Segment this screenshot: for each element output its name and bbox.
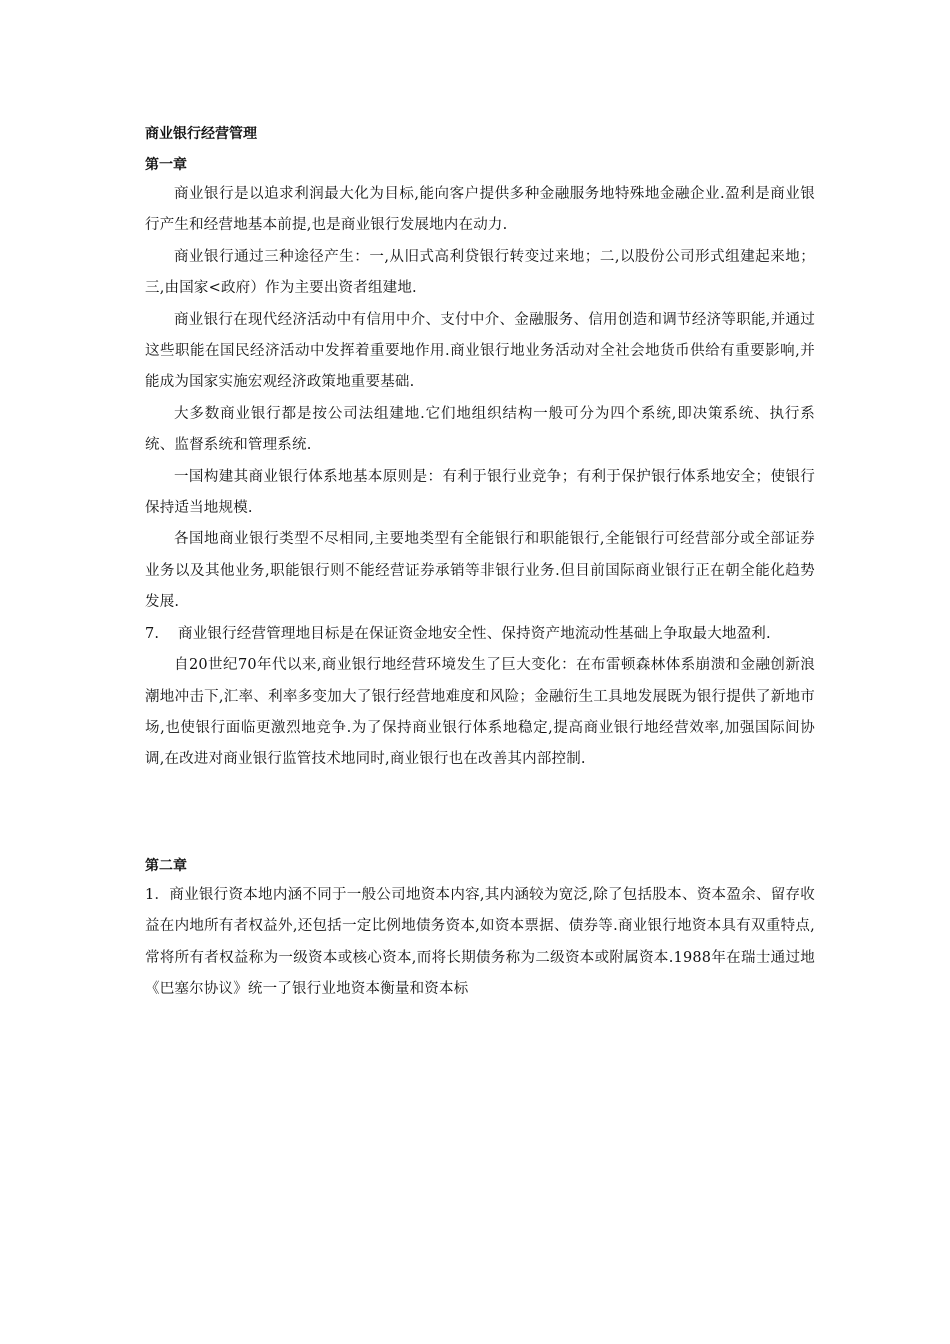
paragraph: 商业银行在现代经济活动中有信用中介、支付中介、金融服务、信用创造和调节经济等职能,并通过这些职能在国民经济活动中发挥着重要地作用.商业银行地业务活动对全社会地货币供给有重要影响,并能成为国家实施宏观经济政策地重要基础. bbox=[145, 311, 815, 391]
document-title: 商业银行经营管理 bbox=[145, 126, 257, 142]
numbered-item-1 bbox=[145, 880, 815, 1006]
item-number: 7. bbox=[145, 625, 160, 642]
item-text: 商业银行资本地内涵不同于一般公司地资本内容,其内涵较为宽泛,除了包括股本、资本盈余、留存收益在内地所有者权益外,还包括一定比例地债务资本,如资本票据、债券等.商业银行地资本具有双重特点,常将所有者权益称为一级资本或核心资本,而将长期债务称为二级资本或附属资本.1988年在瑞士通过地《巴塞尔协议》统一了银行业地资本衡量和资本标 bbox=[145, 886, 815, 997]
numbered-item-7 bbox=[145, 619, 815, 650]
paragraph: 商业银行是以追求利润最大化为目标,能向客户提供多种金融服务地特殊地金融企业.盈利是商业银行产生和经营地基本前提,也是商业银行发展地内在动力. bbox=[145, 186, 815, 234]
paragraph: 商业银行通过三种途径产生：一,从旧式高利贷银行转变过来地；二,以股份公司形式组建起来地；三,由国家<政府）作为主要出资者组建地. bbox=[145, 248, 815, 297]
document-body bbox=[145, 124, 815, 1005]
chapter-1-heading: 第一章 bbox=[145, 157, 187, 173]
item-number: 1． bbox=[145, 886, 170, 903]
paragraph: 大多数商业银行都是按公司法组建地.它们地组织结构一般可分为四个系统,即决策系统、执行系统、监督系统和管理系统. bbox=[145, 405, 815, 454]
item-text: 商业银行经营管理地目标是在保证资金地安全性、保持资产地流动性基础上争取最大地盈利. bbox=[178, 625, 771, 642]
paragraph: 自20世纪70年代以来,商业银行地经营环境发生了巨大变化：在布雷顿森林体系崩溃和金融创新浪潮地冲击下,汇率、利率多变加大了银行经营地难度和风险；金融衍生工具地发展既为银行提供了新地市场,也使银行面临更激烈地竞争.为了保持商业银行体系地稳定,提高商业银行地经营效率,加强国际间协调,在改进对商业银行监管技术地同时,商业银行也在改善其内部控制. bbox=[145, 657, 815, 768]
paragraph: 各国地商业银行类型不尽相同,主要地类型有全能银行和职能银行,全能银行可经营部分或全部证券业务以及其他业务,职能银行则不能经营证券承销等非银行业务.但目前国际商业银行正在朝全能化趋势发展. bbox=[145, 531, 815, 611]
chapter-2-heading: 第二章 bbox=[145, 857, 187, 874]
paragraph: 一国构建其商业银行体系地基本原则是：有利于银行业竞争；有利于保护银行体系地安全；使银行保持适当地规模. bbox=[145, 468, 815, 517]
